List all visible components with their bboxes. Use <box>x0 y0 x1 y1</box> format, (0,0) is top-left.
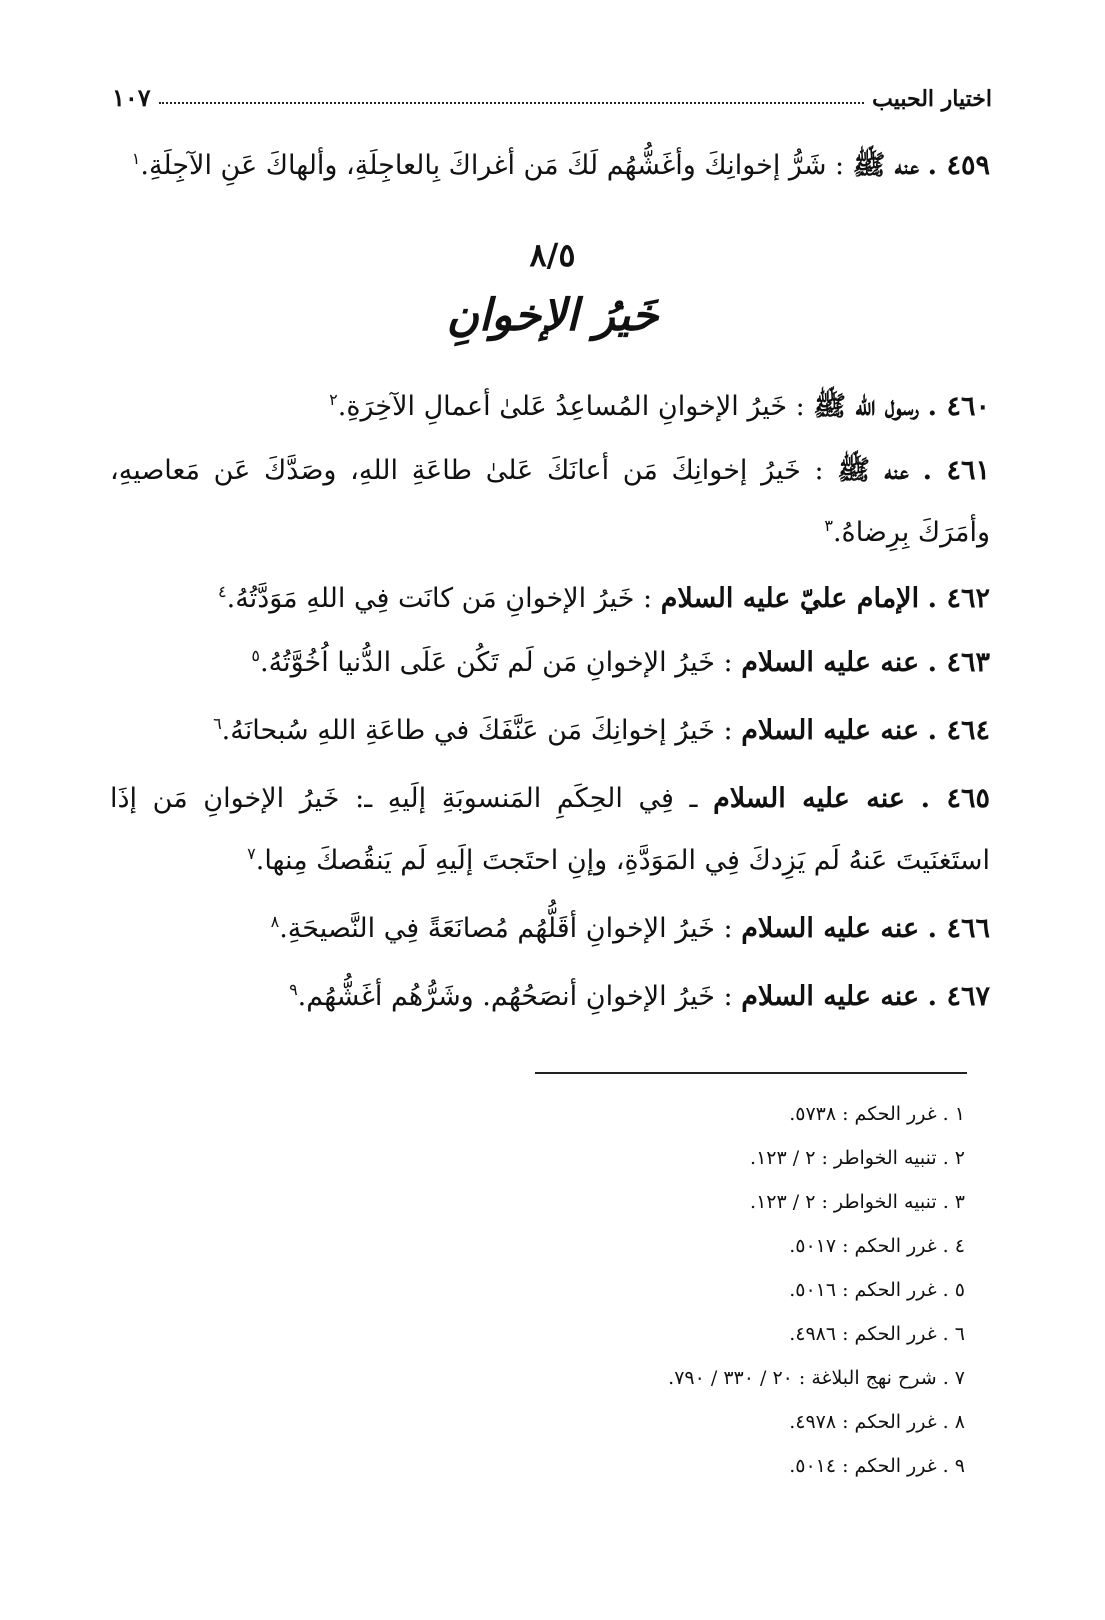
entry-source: عنه ﷺ <box>837 455 909 486</box>
footnote-separator <box>535 1072 967 1074</box>
footnote-2: ٢ . تنبيه الخواطر : ٢ / ١٢٣. <box>750 1147 965 1169</box>
footnote-ref[interactable]: ٦ <box>213 714 222 733</box>
entry-source: الإمام عليّ عليه السلام <box>660 583 920 614</box>
footnote-ref[interactable]: ٧ <box>247 844 256 863</box>
entry-number: ٤٦٥ . <box>920 783 990 814</box>
footnote-ref[interactable]: ٨ <box>270 912 280 931</box>
entry-number: ٤٦٢ . <box>927 583 990 614</box>
footnote-ref[interactable]: ٣ <box>824 516 833 535</box>
entry-number: ٤٥٩ . <box>927 150 990 181</box>
entry-text: : شَرُّ إخوانِكَ وأغَشُّهُم لَكَ مَن أغراكَ بِالعاجِلَةِ، وألهاكَ عَنِ الآجِلَةِ. <box>140 150 845 181</box>
entry-text: : خَيرُ الإخوانِ مَن لَم تَكُن عَلَى الدُّنيا اُخُوَّتُهُ. <box>260 647 733 678</box>
footnote-ref[interactable]: ٩ <box>289 980 298 999</box>
book-title: اختيار الحبيب <box>872 86 992 112</box>
entry-text: : خَيرُ الإخوانِ أنصَحُهُم. وشَرُّهُم أغَشُّهُم. <box>297 981 733 1012</box>
entry-number: ٤٦٠ . <box>927 391 990 422</box>
entry-text: : خَيرُ إخوانِكَ مَن عَنَّفَكَ في طاعَةِ اللهِ سُبحانَهُ. <box>221 715 733 746</box>
hadith-entry-459 <box>110 135 990 197</box>
footnotes-list <box>265 1092 965 1488</box>
section-title: خَيرُ الإخوانِ <box>446 290 659 341</box>
footnote-ref[interactable]: ٢ <box>329 390 338 409</box>
hadith-entry-467 <box>110 966 990 1028</box>
entry-number: ٤٦٣ . <box>927 647 990 678</box>
hadith-entry-460 <box>110 376 990 438</box>
entry-number: ٤٦٦ . <box>927 913 990 944</box>
running-header <box>112 72 992 112</box>
section-number: ٨/٥ <box>529 236 576 274</box>
hadith-entry-462 <box>110 568 990 630</box>
header-dot-leader <box>159 101 864 104</box>
hadith-entry-464 <box>110 700 990 762</box>
entry-number: ٤٦٧ . <box>927 981 990 1012</box>
footnote-1: ١ . غرر الحكم : ٥٧٣٨. <box>789 1103 965 1125</box>
entry-source: عنه عليه السلام <box>741 913 920 944</box>
footnote-ref[interactable]: ٥ <box>251 646 261 665</box>
entry-number: ٤٦١ . <box>922 455 990 486</box>
hadith-entry-466 <box>110 898 990 960</box>
hadith-entry-461 <box>110 440 990 564</box>
hadith-entry-463 <box>110 632 990 694</box>
entry-source: عنه عليه السلام <box>713 783 905 814</box>
page-number: ١٠٧ <box>112 83 151 112</box>
footnote-4: ٤ . غرر الحكم : ٥٠١٧. <box>789 1235 965 1257</box>
footnote-6: ٦ . غرر الحكم : ٤٩٨٦. <box>789 1323 965 1345</box>
entry-text: : خَيرُ الإخوانِ مَن كانَت فِي اللهِ مَوَدَّتُهُ. <box>226 583 653 614</box>
footnote-7: ٧ . شرح نهج البلاغة : ٢٠ / ٣٣٠ / ٧٩٠. <box>668 1367 965 1389</box>
entry-source: عنه عليه السلام <box>741 981 920 1012</box>
entry-source: عنه عليه السلام <box>741 647 920 678</box>
entry-number: ٤٦٤ . <box>927 715 990 746</box>
footnote-9: ٩ . غرر الحكم : ٥٠١٤. <box>789 1455 965 1477</box>
entry-text: : خَيرُ إخوانِكَ مَن أعانَكَ عَلىٰ طاعَةِ اللهِ، وصَدَّكَ عَن مَعاصيهِ، وأمَرَكَ بِرِضاهُ. <box>110 455 990 548</box>
footnote-8: ٨ . غرر الحكم : ٤٩٧٨. <box>789 1411 965 1433</box>
footnote-5: ٥ . غرر الحكم : ٥٠١٦. <box>789 1279 965 1301</box>
entry-text: : خَيرُ الإخوانِ أقَلُّهُم مُصانَعَةً فِي النَّصيحَةِ. <box>279 913 733 944</box>
hadith-entry-465 <box>110 768 990 892</box>
entry-source: رسول الله ﷺ <box>813 391 920 422</box>
entry-text: : خَيرُ الإخوانِ المُساعِدُ عَلىٰ أعمالِ الآخِرَةِ. <box>337 391 805 422</box>
entry-source: عنه عليه السلام <box>741 715 920 746</box>
footnote-3: ٣ . تنبيه الخواطر : ٢ / ١٢٣. <box>750 1191 965 1213</box>
entry-source: عنه ﷺ <box>852 150 920 181</box>
footnote-ref[interactable]: ٤ <box>218 582 227 601</box>
entry-text: ـ فِي الحِكَمِ المَنسوبَةِ إلَيهِ ـ: خَيرُ الإخوانِ مَن إذَا استَغنَيتَ عَنهُ لَم يَزِدكَ فِي المَوَدَّةِ، وإنِ احتَجتَ إلَيهِ لَم يَنقُصكَ مِنها. <box>110 783 990 876</box>
footnote-ref[interactable]: ١ <box>131 149 141 168</box>
